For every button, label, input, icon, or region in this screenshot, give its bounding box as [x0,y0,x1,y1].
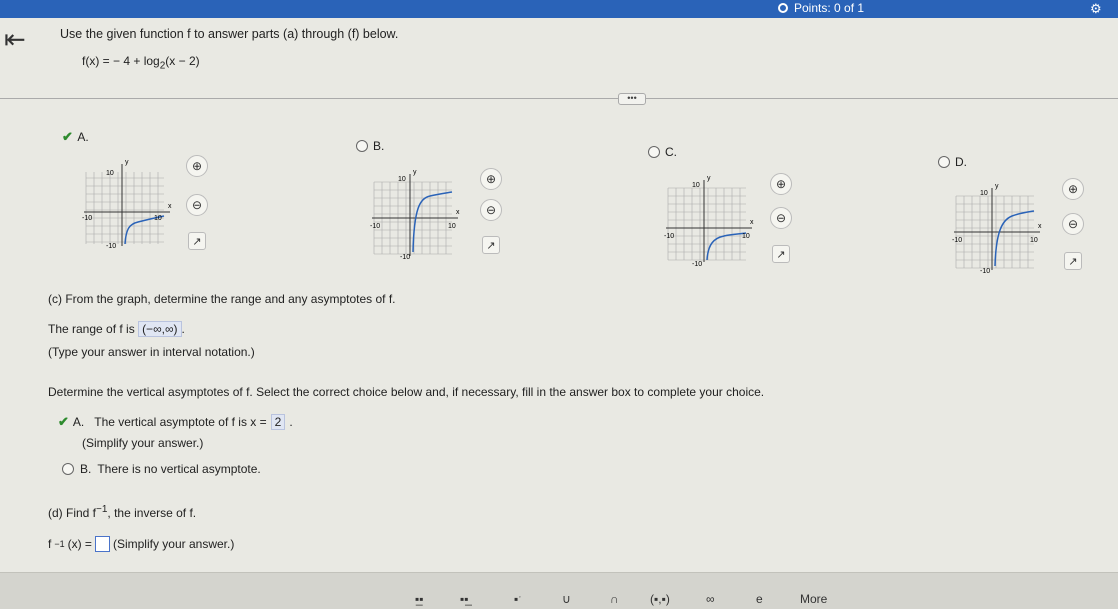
radio-button[interactable] [938,156,950,168]
graph-option-c [664,174,758,266]
option-d-label: D. [955,155,967,169]
inverse-answer-box[interactable] [95,536,110,552]
inverse-expr-sup: −1 [54,539,65,549]
math-toolbar [0,572,1118,609]
open-external-icon[interactable]: ↗ [1064,252,1082,270]
zoom-in-icon[interactable]: ⊕ [1062,178,1084,200]
option-b[interactable] [356,139,384,153]
range-line: The range of f is (−∞,∞) . [48,322,185,336]
choice-b-text: There is no vertical asymptote. [97,462,261,476]
exponent-icon[interactable]: ▪ˑ [514,592,522,606]
graph-option-b [370,168,464,260]
range-answer-box[interactable]: (−∞,∞) [138,321,181,337]
range-hint: (Type your answer in interval notation.) [48,345,255,359]
part-c-prompt: (c) From the graph, determine the range and any asymptotes of f. [48,292,396,306]
choice-a-text: The vertical asymptote of f is x = [94,415,267,429]
mixed-number-icon[interactable]: ▪▪̲ [460,592,469,606]
y-axis-label: y [995,183,999,190]
inverse-answer-line [48,536,234,552]
e-symbol-icon[interactable]: e [756,592,763,606]
checkmark-icon: ✔ [58,414,69,429]
gear-icon[interactable]: ⚙ [1090,1,1102,16]
checkmark-icon: ✔ [62,129,73,144]
tick-label: 10 [742,233,750,240]
instruction-text: Use the given function f to answer parts (a) through (f) below. [60,27,399,41]
option-c-label: C. [665,145,677,159]
part-d-prompt-rest: , the inverse of f. [107,506,197,520]
option-c[interactable] [648,145,677,159]
y-axis-label: y [125,159,129,166]
zoom-in-icon[interactable]: ⊕ [186,155,208,177]
function-text: f(x) = − 4 + log [82,54,160,68]
inverse-superscript: −1 [96,504,108,515]
x-axis-label: x [168,203,172,210]
range-prefix: The range of f is [48,322,135,336]
tick-label: 10 [980,190,988,197]
part-d-prompt-text: (d) Find f [48,506,97,520]
choice-a-label: A. [72,415,85,429]
top-bar [0,0,1118,18]
x-axis-label: x [1038,223,1042,230]
interval-icon[interactable]: (▪,▪) [650,592,670,606]
divider [0,98,1118,99]
zoom-out-icon[interactable]: ⊖ [1062,213,1084,235]
graph-option-d [952,182,1046,274]
progress-ring-icon [778,3,788,13]
points-indicator [778,1,864,15]
option-b-label: B. [373,139,385,153]
zoom-in-icon[interactable]: ⊕ [480,168,502,190]
tick-label: -10 [370,223,381,230]
graph-option-a [82,158,176,250]
inverse-expr: f [48,537,52,551]
open-external-icon[interactable]: ↗ [188,232,206,250]
union-icon[interactable]: ∪ [562,592,571,606]
asymptote-prompt: Determine the vertical asymptotes of f. Select the correct choice below and, if necessary, fill in the answer box to complete your choice. [48,385,765,399]
x-axis-label: x [456,209,460,216]
option-a-label: A. [77,130,89,144]
tick-label: -10 [980,268,991,274]
tick-label: -10 [82,215,93,222]
inverse-hint: (Simplify your answer.) [112,537,235,551]
fraction-icon[interactable]: ▪̲▪ [415,592,424,606]
choice-a-hint: (Simplify your answer.) [82,436,204,450]
option-d[interactable] [938,155,967,169]
option-a[interactable] [62,128,89,146]
tick-label: -10 [106,243,117,250]
choice-b-label: B. [80,462,92,476]
zoom-in-icon[interactable]: ⊕ [770,173,792,195]
asymptote-choice-a[interactable]: ✔ A. The vertical asymptote of f is x = 2 . [58,414,293,429]
tick-label: -10 [664,233,675,240]
asymptote-answer-box[interactable]: 2 [271,414,286,430]
asymptote-choice-b[interactable] [62,462,261,476]
y-axis-label: y [413,169,417,176]
tick-label: 10 [398,176,406,183]
tick-label: 10 [106,170,114,177]
more-button[interactable]: More [800,592,828,606]
tick-label: 10 [1030,237,1038,244]
inverse-expr-rest: (x) = [67,537,92,551]
function-argument: (x − 2) [165,54,200,68]
back-arrow-icon[interactable]: ⇤ [4,24,26,54]
radio-button[interactable] [62,463,74,475]
y-axis-label: y [707,175,711,182]
zoom-out-icon[interactable]: ⊖ [770,207,792,229]
open-external-icon[interactable]: ↗ [772,245,790,263]
tick-label: -10 [692,261,703,266]
radio-button[interactable] [648,146,660,158]
zoom-out-icon[interactable]: ⊖ [480,199,502,221]
tick-label: -10 [952,237,963,244]
tick-label: 10 [692,182,700,189]
infinity-icon[interactable]: ∞ [706,592,715,606]
expand-dots-button[interactable]: ••• [618,93,646,105]
x-axis-label: x [750,219,754,226]
zoom-out-icon[interactable]: ⊖ [186,194,208,216]
intersection-icon[interactable]: ∩ [610,592,619,606]
part-d-prompt [48,504,196,520]
tick-label: -10 [400,254,411,260]
open-external-icon[interactable]: ↗ [482,236,500,254]
radio-button[interactable] [356,140,368,152]
function-definition [82,54,200,71]
tick-label: 10 [154,215,162,222]
tick-label: 10 [448,223,456,230]
points-text: Points: 0 of 1 [794,1,865,15]
log-base: 2 [159,60,166,72]
